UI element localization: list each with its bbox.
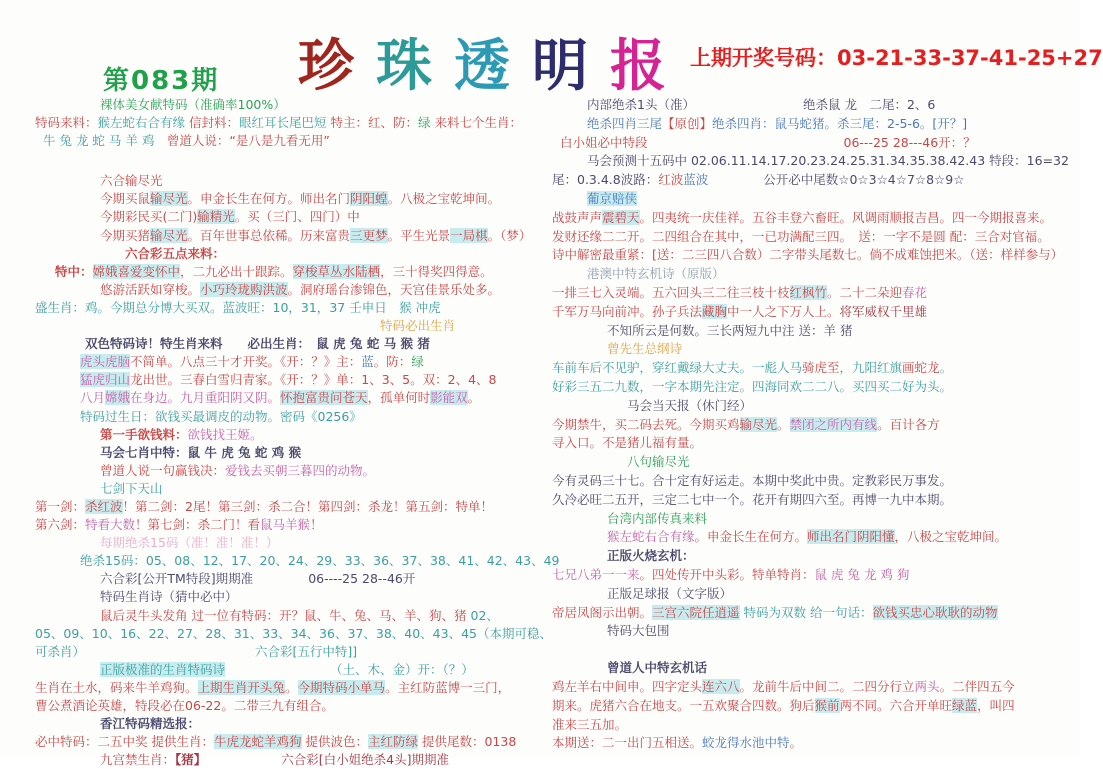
text-segment: 输尽光: [150, 191, 188, 207]
text-segment: 猴左蛇右合有缘: [607, 529, 695, 545]
text-segment: 今期禁牛，买二码去死。今期买鸡: [552, 416, 740, 432]
text-segment: 将军威权千里雄: [839, 303, 928, 319]
text-segment: 今有灵码三十七。合十定有好运走。本期中奖此中贵。定教彩民万事发。: [552, 472, 953, 488]
text-segment: 02、: [466, 607, 499, 623]
text-segment: 曾道人说一句赢钱决：: [100, 462, 226, 478]
text-line: [552, 716, 1076, 735]
text-line: [552, 510, 1076, 529]
text-segment: 上期生肖开头兔: [197, 679, 286, 695]
spacer: [253, 582, 308, 583]
text-segment: 。百年世事总依稀。历来富贵: [187, 227, 351, 243]
text-segment: 本期送：二一出门五相送。: [552, 735, 703, 751]
text-segment: 六合彩[五行中特]]: [255, 643, 358, 659]
text-segment: 生肖在土水，码来牛羊鸡狗。: [35, 679, 198, 695]
text-segment: 必出生肖：: [222, 336, 317, 352]
text-segment: 第六剑：: [35, 517, 86, 533]
last-draw-numbers: [690, 42, 1103, 72]
title-char: 报: [610, 33, 688, 99]
text-line: [552, 453, 1076, 472]
text-segment: 白小姐必中特段: [560, 134, 648, 150]
text-line: [552, 622, 1076, 641]
text-line: [552, 434, 1076, 453]
text-line: [35, 480, 551, 498]
text-line: [35, 353, 551, 371]
text-segment: 绿: [411, 354, 424, 370]
text-segment: 第一手欲钱料：: [100, 426, 188, 442]
text-segment: 。申金长生在何方。师出名门: [187, 191, 351, 207]
text-segment: 杀红波: [85, 498, 123, 514]
text-line: [552, 171, 1076, 190]
text-segment: 05、09、10、16、22、27、28、31、33、34、36、37、38、40、43、45（本期可稳、: [35, 625, 552, 641]
text-segment: 怀抱富贵问苍天: [280, 390, 368, 406]
text-segment: 提供波色：: [301, 734, 368, 750]
text-segment: 信封料：: [185, 115, 240, 131]
text-segment: 猛虎归山: [80, 372, 131, 388]
text-line: [35, 607, 551, 625]
text-segment: 第一剑：: [35, 498, 86, 514]
text-segment: ，三十得奖四得意。: [380, 263, 493, 279]
text-segment: 今期买鼠: [100, 191, 151, 207]
text-segment: 在身边。九月重阳阴又阴。: [130, 390, 281, 406]
text-line: [35, 96, 551, 114]
text-line: [35, 679, 551, 697]
text-segment: 猴左蛇右合有缘: [97, 115, 186, 131]
text-segment: 鸡左羊右中间申。四字定头: [552, 678, 703, 694]
text-segment: 中一人之下万人上。: [727, 303, 840, 319]
text-segment: 输尽光: [739, 416, 778, 432]
text-segment: 。: [789, 735, 803, 751]
text-segment: 。四夷统一庆佳祥。五谷丰登六畜旺。风调雨顺报吉昌。四一今期报喜来。: [639, 209, 1053, 225]
text-line: [552, 228, 1076, 247]
text-line: [552, 359, 1076, 378]
text-segment: 阴阳蝗: [350, 191, 388, 207]
text-segment: 曾先生总纲诗: [607, 341, 683, 357]
text-line: [35, 643, 551, 661]
text-line: [35, 570, 551, 588]
text-line: [552, 734, 1076, 753]
text-line: [552, 134, 1076, 153]
text-segment: 眼红耳长尾巴短: [239, 115, 327, 131]
text-segment: 嫦娥: [105, 390, 131, 406]
text-segment: 寻入口。不是猪儿福有量。: [552, 435, 703, 451]
text-line: [552, 585, 1076, 604]
text-line: [35, 715, 551, 733]
text-segment: 马会当天报（休门经）: [627, 397, 753, 413]
text-segment: 二尾：2、6: [856, 97, 936, 112]
text-segment: 。二伴四五今: [939, 678, 1015, 694]
text-segment: 曾道人中特玄机话: [607, 660, 708, 676]
text-line: [552, 190, 1076, 209]
text-line: [552, 397, 1076, 416]
text-segment: 今期特码小单马: [297, 679, 386, 695]
text-segment: 主红防绿: [367, 734, 418, 750]
text-line: [35, 462, 551, 480]
text-segment: 特码过生日：欲钱买最调皮的动物。密码《0256》: [80, 408, 362, 424]
text-segment: 骑虎至: [802, 360, 840, 376]
text-line: [35, 281, 551, 299]
text-segment: ，九阳红旗: [839, 360, 903, 376]
text-segment: 香江特码精选报：: [100, 716, 201, 732]
text-segment: 。（梦）: [487, 227, 532, 243]
text-segment: 。申金长生在何方。: [694, 529, 808, 545]
text-line: [552, 378, 1076, 397]
text-segment: 好彩三五二九数，一字本期先注定。四海同欢二二八。买四买二好为头。: [552, 378, 953, 394]
text-segment: 葡京赔侠: [587, 190, 638, 206]
last-draw-label: 上期开奖号码：: [690, 46, 837, 70]
text-segment: 不简单。八点三十才开奖。《开：？》主：: [130, 354, 362, 370]
text-line: [35, 245, 551, 263]
spacer: [85, 655, 255, 656]
text-segment: 蓝波: [683, 172, 709, 188]
text-segment: 。: [467, 390, 481, 406]
text-line: [552, 547, 1076, 566]
text-segment: 鼠、牛、兔、马、羊、狗、猪: [304, 607, 467, 623]
text-segment: ！第二剑：2尾！第三剑：杀二合！第四剑：杀龙！第五剑：特单！: [122, 498, 493, 514]
text-line: [35, 208, 551, 226]
title-char: 珠: [376, 33, 454, 99]
text-segment: 六合彩[白小姐绝杀4头]期期准: [281, 752, 449, 768]
text-segment: 鼠后灵牛头发角: [100, 607, 188, 623]
text-segment: 三宫六院任逍遥: [652, 604, 740, 620]
text-segment: 不知所云是何数。三长两短九中注 送：羊 猪: [607, 322, 853, 338]
text-segment: 猴前: [814, 697, 840, 713]
text-segment: 。主红防蓝博一三门，: [385, 679, 511, 695]
text-segment: 两不同。六合开单旺: [839, 697, 953, 713]
text-line: [552, 246, 1076, 265]
text-segment: 穿梭草丛水陆栖: [292, 263, 381, 279]
text-segment: 准来三五加。: [552, 716, 628, 732]
text-segment: 三更梦: [350, 227, 388, 243]
text-segment: 。: [285, 679, 298, 695]
text-line: [35, 389, 551, 407]
text-segment: 。: [777, 416, 790, 432]
text-segment: 。百计各方: [877, 416, 940, 432]
text-segment: 红波: [658, 172, 684, 188]
text-line: [35, 299, 551, 317]
text-line: [35, 661, 551, 679]
text-segment: 。八极之宝乾坤间。: [387, 191, 501, 207]
text-segment: 九宫禁生肖：: [100, 752, 176, 768]
text-segment: 特码必出生肖: [380, 318, 456, 334]
text-segment: 。平生光景: [387, 227, 451, 243]
text-segment: 输尽光: [150, 227, 188, 243]
text-line: [552, 697, 1076, 716]
text-segment: 一排三七入灵端。五六回头三二往三枝十枝: [552, 284, 790, 300]
text-segment: 曾道人说：“是八是九看无用”: [154, 133, 330, 149]
text-segment: 特中：: [55, 263, 93, 279]
text-line: [35, 335, 551, 353]
text-line: [552, 115, 1076, 134]
spacer: [695, 108, 803, 109]
text-segment: 春花: [902, 284, 928, 300]
text-segment: 久冷必旺二五开，三定二七中一个。花开有期四六至。再博一九中本期。: [552, 491, 953, 507]
text-line: [35, 132, 551, 150]
text-segment: 过一位有特码：开？: [187, 607, 304, 623]
text-segment: 六合彩[公开TM特段]期期准: [100, 571, 254, 587]
text-line: [35, 444, 551, 462]
text-segment: 。二十二朵迎: [827, 284, 903, 300]
text-line: [35, 733, 551, 751]
text-segment: 绿蓝: [952, 697, 978, 713]
text-segment: 八句输尽光: [627, 454, 690, 470]
text-line: [35, 426, 551, 444]
text-segment: 马会七肖中特：: [100, 444, 188, 460]
text-segment: 牛 兔 龙 蛇 马 羊 鸡: [43, 133, 155, 149]
text-segment: 尾：0.3.4.8波路：: [552, 172, 659, 188]
title-char: 珍: [298, 33, 376, 99]
text-line: [552, 209, 1076, 228]
spacer: [225, 673, 330, 674]
text-segment: 诗中解密最重紧：[送：二三四八合数）二字带头尾数七。倘不成难蚀把米。（送：样样参与）: [552, 247, 1064, 263]
text-segment: 两头: [914, 678, 940, 694]
text-segment: 。: [939, 360, 953, 376]
text-line: [552, 96, 1076, 115]
text-segment: 六合输尽光: [100, 173, 163, 189]
text-segment: 内部绝杀1头（准）: [587, 97, 695, 112]
text-line: [552, 491, 1076, 510]
spacer: [648, 146, 844, 147]
text-line: [552, 678, 1076, 697]
text-segment: 今期彩民买(二门): [100, 209, 198, 225]
text-segment: 绝杀四肖三尾: [587, 115, 663, 131]
text-line: [35, 190, 551, 208]
text-segment: 一局棋: [450, 227, 488, 243]
text-line: [35, 371, 551, 389]
text-segment: 特码为双数: [743, 604, 807, 620]
issue-number: 第083期: [103, 66, 220, 96]
text-line: [35, 317, 551, 335]
text-segment: 。洞府瑶台渗锦色，天宫佳景乐处多。: [287, 281, 501, 297]
text-segment: 【猪】: [175, 752, 207, 768]
text-line: [35, 751, 551, 769]
text-segment: 公开必中尾数☆0☆3☆4☆7☆8☆9☆: [763, 172, 965, 188]
spacer: [708, 183, 763, 184]
text-segment: 绝杀15码：05、08、12、17、20、24、29、33、36、37、38、41、42、43、49: [80, 553, 560, 569]
text-segment: 。四处传开中头彩。特单特肖：: [639, 566, 815, 582]
text-segment: 双色特码诗！特生肖来料: [85, 336, 223, 352]
text-line: [35, 263, 551, 281]
text-segment: 七兄八弟一一来: [552, 566, 640, 582]
text-line: [35, 114, 551, 132]
text-segment: 绝杀四肖：鼠马蛇猪。杀三尾：2-5-6。[开？]: [712, 115, 968, 131]
text-segment: 来料七个生肖：: [430, 115, 523, 131]
text-segment: 鼠马羊猴: [260, 517, 311, 533]
text-segment: 战鼓声声: [552, 209, 603, 225]
text-segment: 特码大包围: [607, 623, 670, 639]
text-segment: 输精光: [197, 209, 235, 225]
text-line: [552, 416, 1076, 435]
text-segment: 禁闭之所内有线: [789, 416, 878, 432]
text-segment: 六合彩五点来料：: [125, 245, 226, 261]
text-segment: 必中特码：二五中奖 提供生肖：: [35, 734, 214, 750]
text-segment: 影能双: [430, 390, 468, 406]
text-segment: 鼠 虎 兔 龙 鸡 狗: [814, 566, 910, 582]
text-segment: 蛟龙得水池中特: [702, 735, 790, 751]
left-column: [35, 96, 560, 769]
text-segment: 提供尾数：0138: [418, 734, 517, 750]
text-line: [552, 472, 1076, 491]
text-line: [35, 498, 551, 516]
text-segment: 裸体美女献特码（准确率100%）: [100, 97, 286, 112]
spacer: [206, 763, 281, 764]
text-segment: 欲钱买忠心耿耿的动物: [872, 604, 998, 620]
text-segment: 特看大数: [85, 517, 136, 533]
text-segment: 八月: [80, 390, 106, 406]
text-segment: 牛虎龙蛇羊鸡狗: [213, 734, 302, 750]
text-line: [552, 659, 1076, 678]
text-segment: 给一句话：: [806, 604, 873, 620]
text-line: [552, 152, 1076, 171]
text-line: [35, 588, 551, 606]
text-line: [35, 172, 551, 190]
text-segment: 爱钱去买朝三暮四的动物。: [225, 462, 376, 478]
text-segment: 特主：红、防：: [326, 115, 419, 131]
text-segment: 正版火烧玄机：: [607, 548, 695, 564]
text-segment: ，二九必出十跟踪。: [180, 263, 293, 279]
text-segment: 台湾内部传真来料: [607, 510, 708, 526]
text-segment: 。防：: [373, 354, 412, 370]
text-segment: 画蛇龙: [902, 360, 940, 376]
text-line: [552, 604, 1076, 623]
text-segment: 藏胸: [702, 303, 728, 319]
text-segment: 嫦娥喜爱变怀中: [92, 263, 181, 279]
text-line: [552, 340, 1076, 359]
text-segment: 发财还缘二二开。二四组合在其中，一已功满配三四。 送：一字不是圆 配：三合对官福。: [552, 228, 1050, 244]
text-line: [35, 552, 560, 570]
title-char: 明: [532, 33, 610, 99]
text-line: [35, 516, 551, 534]
text-line: [552, 265, 1076, 284]
text-segment: 马会预测十五码中 02.06.11.14.17.20.23.24.25.31.34.35.38.42.43 特段：16=32: [587, 153, 1069, 169]
text-line: [35, 408, 551, 426]
text-segment: ！第七剑：杀二门！看: [135, 517, 261, 533]
paper-title: [298, 22, 688, 102]
text-segment: ，叫四: [977, 697, 1015, 713]
text-segment: 七剑下天山: [100, 480, 163, 496]
text-line: [35, 227, 551, 245]
text-segment: 鼠 虎 兔 蛇 马 猴 猪: [316, 336, 430, 352]
text-segment: ！: [310, 517, 323, 533]
text-segment: （土、木、金）开：（？）: [330, 661, 474, 677]
text-segment: 虎头虎脑: [80, 354, 131, 370]
text-segment: 小巧玲珑购洪波: [200, 281, 288, 297]
text-segment: 连六八: [702, 678, 740, 694]
text-segment: 每期绝杀15码（准！准！准！）: [100, 535, 279, 551]
text-segment: 正版极准的生肖特码诗: [100, 661, 226, 677]
text-line: [552, 566, 1076, 585]
text-segment: 悠游活跃如穿梭。: [100, 281, 201, 297]
text-segment: 期来。虎猪六合在地支。一五欢聚合四数。狗后: [552, 697, 815, 713]
text-segment: 特码来料：: [35, 115, 98, 131]
text-segment: 正版足球报（文字版）: [607, 585, 733, 601]
text-segment: 06---25 28---46开：？: [843, 134, 976, 150]
text-segment: 【原创】: [662, 115, 713, 131]
text-segment: 千军万马向前冲。孙子兵法: [552, 303, 703, 319]
text-segment: 车前车后不见驴，穿红戴绿大丈夫。一彪人马: [552, 360, 803, 376]
text-segment: 红枫竹: [789, 284, 828, 300]
text-line: [552, 284, 1076, 303]
text-segment: 鼠 牛 虎 兔 蛇 鸡 猴: [187, 444, 302, 460]
title-char: 透: [454, 33, 532, 99]
text-segment: 龙出世。三春白雪归青家。《开：？》单：1、3、5。双：2、4、8: [130, 372, 497, 388]
text-segment: 特码生肖诗（猜中必中）: [100, 589, 238, 605]
text-segment: 蓝: [361, 354, 374, 370]
text-segment: 欲钱找王姬。: [187, 426, 263, 442]
text-line: [552, 303, 1076, 322]
text-line: [35, 697, 551, 715]
text-segment: 可杀肖）: [35, 643, 86, 659]
text-line: [552, 528, 1076, 547]
text-segment: 绿: [418, 115, 431, 131]
text-line: [35, 625, 551, 643]
text-segment: ，孤单何时: [367, 390, 431, 406]
text-segment: 盛生肖：鸡。今期总分博大买双。蓝波旺：10，31，37 壬申日 猴 冲虎: [35, 299, 441, 315]
text-segment: ，八极之宝乾坤间。: [894, 529, 1008, 545]
text-segment: 。龙前牛后中间二。二四分行立: [739, 678, 915, 694]
text-segment: 曹公煮酒论英雄，特段必在06-22。二带三九有组合。: [35, 698, 334, 713]
text-segment: 港澳中特玄机诗（原版）: [587, 266, 725, 282]
text-segment: 绝杀鼠 龙: [802, 97, 857, 112]
text-line: [35, 534, 551, 552]
text-segment: 帝居凤阁示出朝。: [552, 604, 653, 620]
right-column: [552, 96, 1076, 753]
text-segment: 。买（三门、四门）中: [234, 209, 360, 225]
text-segment: 震碧天: [602, 209, 640, 225]
text-segment: 今期买猪: [100, 227, 151, 243]
text-line: [552, 322, 1076, 341]
text-segment: 师出名门阴阳懂: [807, 529, 895, 545]
text-segment: 06----25 28--46开: [308, 571, 416, 587]
last-draw-value: 03-21-33-37-41-25+27: [837, 46, 1103, 70]
